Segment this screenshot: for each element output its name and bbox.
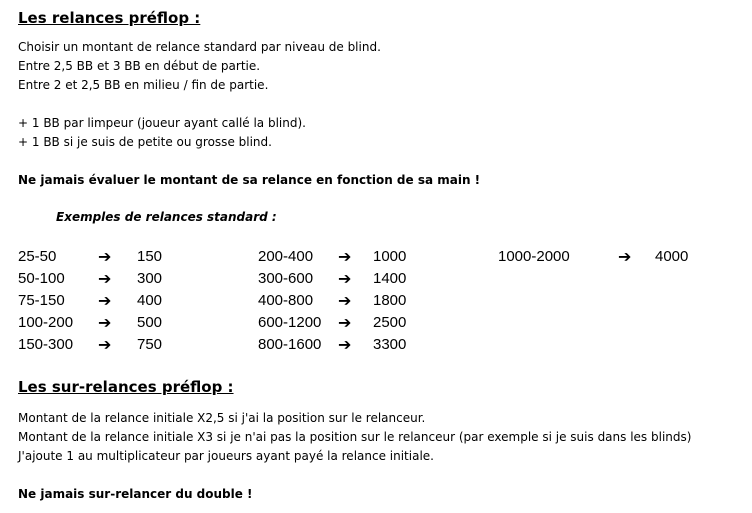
- raise-amount: 1400: [373, 270, 407, 287]
- examples-title: Exemples de relances standard :: [56, 210, 277, 224]
- blind-level: 200-400: [258, 248, 314, 265]
- raise-amount: 3300: [373, 336, 407, 353]
- text-line: Montant de la relance initiale X2,5 si j'ai la position sur le relanceur.: [18, 411, 426, 425]
- blind-level: 75-150: [18, 292, 65, 309]
- arrow-right-icon: ➔: [98, 337, 112, 354]
- arrow-right-icon: ➔: [98, 315, 112, 332]
- text-line: Choisir un montant de relance standard par niveau de blind.: [18, 40, 381, 54]
- text-line: Entre 2,5 BB et 3 BB en début de partie.: [18, 59, 261, 73]
- raise-amount: 150: [137, 248, 163, 265]
- arrow-right-icon: ➔: [338, 249, 352, 266]
- section-title-sur-relances: Les sur-relances préflop :: [18, 378, 234, 396]
- raise-amount: 400: [137, 292, 163, 309]
- text-line: Montant de la relance initiale X3 si je n'ai pas la position sur le relanceur (par exemple si je suis dans les blinds): [18, 430, 692, 444]
- blind-level: 25-50: [18, 248, 57, 265]
- raise-amount: 2500: [373, 314, 407, 331]
- raise-amount: 4000: [655, 248, 689, 265]
- text-line: + 1 BB par limpeur (joueur ayant callé la blind).: [18, 116, 306, 130]
- raise-amount: 750: [137, 336, 163, 353]
- warning-text: Ne jamais sur-relancer du double !: [18, 487, 253, 501]
- raise-amount: 300: [137, 270, 163, 287]
- text-line: Entre 2 et 2,5 BB en milieu / fin de partie.: [18, 78, 269, 92]
- blind-level: 400-800: [258, 292, 314, 309]
- arrow-right-icon: ➔: [618, 249, 632, 266]
- raise-amount: 1000: [373, 248, 407, 265]
- arrow-right-icon: ➔: [338, 293, 352, 310]
- blind-level: 600-1200: [258, 314, 322, 331]
- section-title-relances: Les relances préflop :: [18, 9, 201, 27]
- arrow-right-icon: ➔: [338, 271, 352, 288]
- arrow-right-icon: ➔: [98, 271, 112, 288]
- arrow-right-icon: ➔: [98, 293, 112, 310]
- blind-level: 100-200: [18, 314, 74, 331]
- text-line: + 1 BB si je suis de petite ou grosse blind.: [18, 135, 272, 149]
- blind-level: 1000-2000: [498, 248, 570, 265]
- arrow-right-icon: ➔: [338, 315, 352, 332]
- blind-level: 800-1600: [258, 336, 322, 353]
- text-line: J'ajoute 1 au multiplicateur par joueurs ayant payé la relance initiale.: [18, 449, 434, 463]
- blind-level: 150-300: [18, 336, 74, 353]
- warning-text: Ne jamais évaluer le montant de sa relance en fonction de sa main !: [18, 173, 481, 187]
- arrow-right-icon: ➔: [98, 249, 112, 266]
- blind-level: 50-100: [18, 270, 65, 287]
- blind-level: 300-600: [258, 270, 314, 287]
- arrow-right-icon: ➔: [338, 337, 352, 354]
- raise-amount: 1800: [373, 292, 407, 309]
- raise-amount: 500: [137, 314, 163, 331]
